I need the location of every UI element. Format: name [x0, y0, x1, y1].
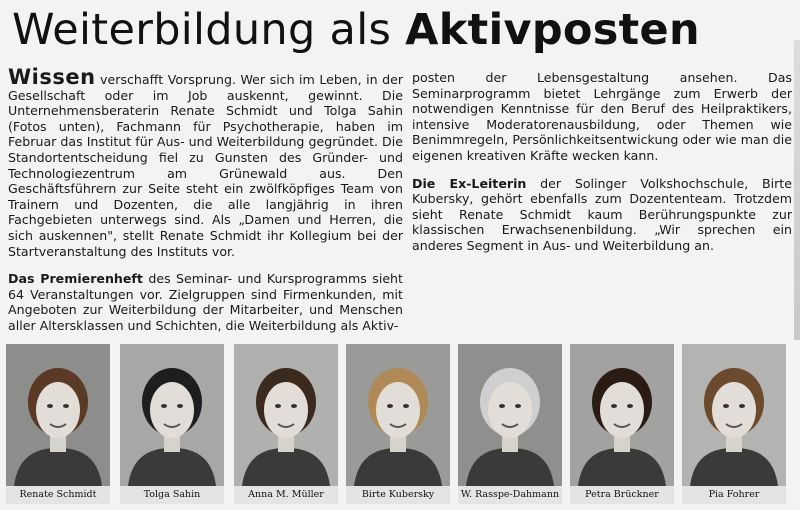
page-edge-shadow — [794, 40, 800, 340]
paragraph-ex-leiterin-text: der Solinger Volkshochschule, Birte Kubersky, gehört ebenfalls zum Dozententeam. Trotzdem sieht Renate Schmidt kaum Berührungspunkte zur klassischen Erwachsenenbildung. „Wir sprechen ein anderes Segment in Aus- und Weiterbildung an. — [412, 175, 792, 253]
portrait-photo — [570, 344, 674, 486]
face-shape — [36, 382, 80, 438]
paragraph-lead: Die Ex-Leiterin — [412, 175, 527, 191]
portrait-caption: Pia Fohrer — [708, 489, 760, 500]
shoulders-shape — [466, 448, 554, 486]
portrait-silhouette — [682, 344, 786, 486]
shoulders-shape — [578, 448, 666, 486]
portrait-photo — [458, 344, 562, 486]
paragraph-premiere-text: des Seminar- und Kursprogramms sieht 64 Veranstaltungen vor. Zielgruppen sind Firmenkunden, mit Angeboten zur Weiterbildung der Mitarbeiter, und Menschen aller Altersklassen und Schichten, die Weiterbildung als Aktiv- — [8, 271, 403, 333]
portrait-caption: W. Rasspe-Dahmann — [460, 489, 560, 500]
portrait — [682, 344, 786, 504]
portrait-caption: Tolga Sahin — [143, 489, 201, 500]
portrait-silhouette — [234, 344, 338, 486]
paragraph-intro-text: verschafft Vorsprung. Wer sich im Leben, in der Gesellschaft oder im Job auskennt, gewinnt. Die Unternehmensberaterin Renate Schmidt und Tolga Sahin (Fotos unten), Fachmann für Psychotherapie, haben im Februar das Institut für Aus- und Weiterbildung gegründet. Die Standortentscheidung fiel zu Gunsten des Gründer- und Technologiezentrum am Grünewald aus. Den Geschäftsführern zur Seite steht ein zwölfköpfiges Team von Trainern und Dozenten, die alle langjährig in ihren Fachgebieten unterwegs sind. Als „Damen und Herren, die sich auskennen", stellt Renate Schmidt ihr Kollegium bei der Startveranstaltung des Instituts vor. — [8, 72, 403, 259]
eye-shape — [387, 404, 393, 408]
shoulders-shape — [242, 448, 330, 486]
portrait — [234, 344, 338, 504]
eye-shape — [161, 404, 167, 408]
shoulders-shape — [354, 448, 442, 486]
dropcap-word: Wissen — [8, 65, 96, 89]
eye-shape — [723, 404, 729, 408]
paragraph-program: posten der Lebensgestaltung ansehen. Das Seminarprogramm bietet Lehrgänge zum Erwerb der notwendigen Kenntnisse für den Beruf des Heilpraktikers, intensive Moderatorenausbildung, oder Themen wie Benimmregeln, Persönlichkeitsentwickung oder wie man die eigenen kreativen Kräfte wecken kann. — [412, 70, 792, 163]
portrait — [120, 344, 224, 504]
portrait-caption: Petra Brückner — [585, 489, 659, 500]
portrait-caption: Birte Kubersky — [361, 489, 435, 500]
headline-part-bold: Aktivposten — [405, 5, 700, 55]
article-right-column — [412, 70, 792, 266]
portrait-photo — [6, 344, 110, 486]
portrait-strip — [6, 344, 796, 504]
eye-shape — [275, 404, 281, 408]
portrait-silhouette — [458, 344, 562, 486]
headline — [12, 4, 792, 56]
eye-shape — [47, 404, 53, 408]
portrait-caption: Renate Schmidt — [19, 489, 97, 500]
portrait-silhouette — [120, 344, 224, 486]
portrait — [6, 344, 110, 504]
paragraph-intro — [8, 65, 403, 259]
portrait — [458, 344, 562, 504]
paragraph-premiere — [8, 271, 403, 333]
shoulders-shape — [128, 448, 216, 486]
eye-shape — [739, 404, 745, 408]
face-shape — [376, 382, 420, 438]
eye-shape — [611, 404, 617, 408]
portrait-silhouette — [6, 344, 110, 486]
eye-shape — [499, 404, 505, 408]
portrait-photo — [120, 344, 224, 486]
eye-shape — [403, 404, 409, 408]
face-shape — [488, 382, 532, 438]
paragraph-lead: Das Premierenheft — [8, 271, 143, 287]
face-shape — [264, 382, 308, 438]
paragraph-ex-leiterin — [412, 176, 792, 254]
portrait-silhouette — [570, 344, 674, 486]
headline-part-regular: Weiterbildung als — [12, 5, 392, 55]
face-shape — [712, 382, 756, 438]
shoulders-shape — [690, 448, 778, 486]
portrait-caption: Anna M. Müller — [248, 489, 324, 500]
eye-shape — [63, 404, 69, 408]
face-shape — [600, 382, 644, 438]
eye-shape — [177, 404, 183, 408]
portrait — [570, 344, 674, 504]
portrait-silhouette — [346, 344, 450, 486]
shoulders-shape — [14, 448, 102, 486]
eye-shape — [291, 404, 297, 408]
portrait-photo — [234, 344, 338, 486]
portrait — [346, 344, 450, 504]
portrait-photo — [346, 344, 450, 486]
portrait-photo — [682, 344, 786, 486]
face-shape — [150, 382, 194, 438]
eye-shape — [627, 404, 633, 408]
article-left-column — [8, 65, 403, 346]
eye-shape — [515, 404, 521, 408]
